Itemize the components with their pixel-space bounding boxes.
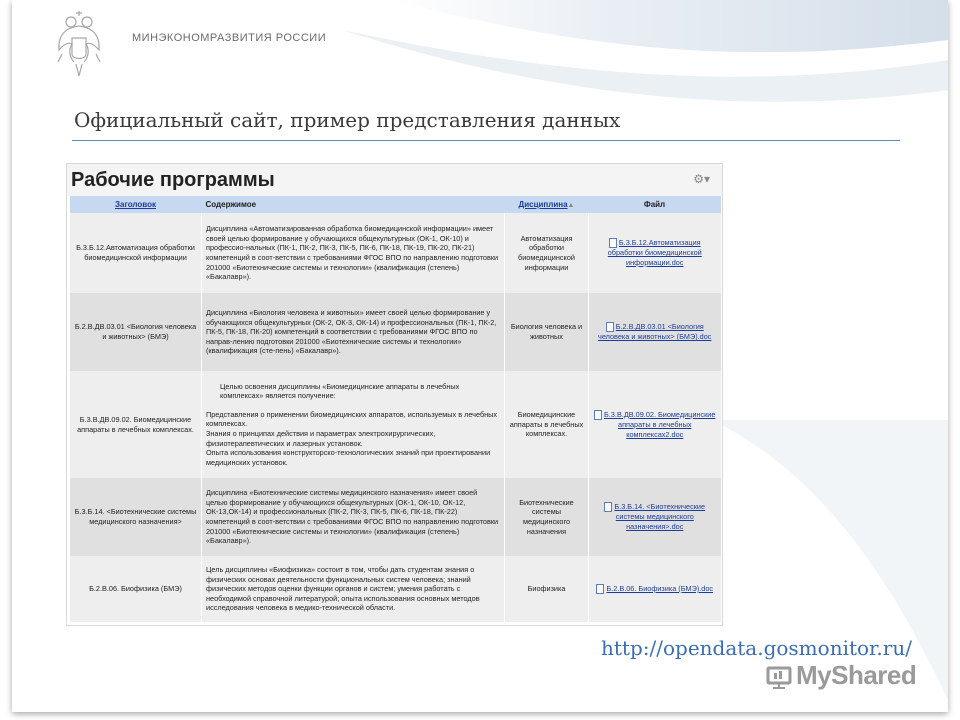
screenshot-panel (66, 163, 723, 626)
file-link[interactable]: Б.3.В.ДВ.09.02. Биомедицинские аппараты в лечебных комплексах2.doc (604, 409, 716, 439)
panel-header (67, 164, 722, 196)
content-line: Опыта использования конструкторско-технологических знаний при проектировании медицинских установок. (206, 448, 491, 467)
slide-frame (12, 0, 948, 712)
row-title: Б.2.В.ДВ.03.01 <Биология человека и животных> (БМЭ) (70, 293, 202, 371)
row-file[interactable] (589, 293, 721, 371)
column-header-content: Содержимое (202, 196, 505, 213)
row-title: Б.3.Б.12.Автоматизация обработки биомедицинской информации (70, 213, 202, 293)
file-link[interactable]: Б.2.В.ДВ.03.01 <Биология человека и животных> (БМЭ).doc (598, 322, 712, 342)
content-line (206, 401, 500, 410)
row-discipline: Автоматизация обработки биомедицинской информации (505, 213, 589, 293)
source-url[interactable]: http://opendata.gosmonitor.ru/ (601, 636, 912, 660)
programs-table (69, 196, 721, 622)
file-link[interactable]: Б.3.Б.12.Автоматизация обработки биомедицинской информации.doc (607, 238, 702, 267)
panel-title: Рабочие программы (71, 169, 275, 191)
doc-file-icon (604, 502, 612, 512)
logo-text: MyShared (796, 660, 917, 690)
row-content (202, 371, 505, 478)
row-discipline: Биология человека и животных (505, 293, 589, 371)
myshared-logo (766, 660, 916, 691)
content-line: Представления о применении биомедицинских аппаратов, используемых в лечебных комплексах. (206, 409, 498, 429)
column-header-discipline-link[interactable]: Дисциплина (518, 200, 568, 209)
column-header-title[interactable]: Заголовок (70, 196, 202, 213)
row-title: Б.3.Б.14. <Биотехнические системы медицинского назначения> (70, 478, 202, 556)
ministry-label: МИНЭКОНОМРАЗВИТИЯ РОССИИ (132, 32, 327, 44)
table-row (70, 371, 721, 478)
content-line: Знания о принципах действия и параметрах электрохирургических, физиотерапевтических и лазерных установок. (206, 429, 436, 448)
table-row (70, 293, 721, 371)
doc-file-icon (606, 322, 614, 332)
title-divider (72, 140, 900, 141)
row-file[interactable] (589, 213, 721, 293)
table-row (70, 556, 721, 622)
table-header-row (70, 196, 721, 213)
row-discipline: Биофизика (505, 556, 589, 622)
gear-icon[interactable]: ⚙▾ (693, 172, 710, 186)
row-content: Цель дисциплины «Биофизика» состоит в том, чтобы дать студентам знания о физических основах деятельности функциональных систем человека; знаний физических методов оценки функции органов и систем; умения работать с необходимой справочной литературой; опыта использования основных методов исследования человека в медико-технической области. (202, 556, 505, 622)
table-row (70, 213, 721, 293)
slide-title: Официальный сайт, пример представления данных (74, 108, 621, 132)
column-header-discipline[interactable] (505, 196, 589, 213)
content-line: Целью освоения дисциплины «Биомедицинские аппараты в лечебных комплексах» является получение: (220, 381, 460, 401)
doc-file-icon (609, 238, 617, 248)
row-file[interactable] (589, 478, 721, 556)
presentation-board-icon (766, 663, 792, 689)
row-title: Б.2.В.06. Биофизика (БМЭ) (70, 556, 202, 622)
row-discipline: Биотехнические системы медицинского назначения (505, 478, 589, 556)
row-discipline: Биомедицинские аппараты в лечебных комплексах. (505, 371, 589, 478)
row-content: Дисциплина «Биотехнические системы медицинского назначения» имеет своей целью формирование у обучающихся общекультурных (ОК-1, ОК-10, ОК-12, ОК-13,ОК-14) и профессиональных (ПК-2, ПК-3, ПК-5, ПК-6, ПК-18, ПК-22) компетенций в соот-ветствии с требованиями ФГОС ВПО по направлению подготовки 201000 «Биотехнические системы и технологии» (квалификация (степень) «Бакалавр»). (202, 478, 505, 556)
row-content: Дисциплина «Автоматизированная обработка биомедицинской информации» имеет своей целью формирование у обучающихся общекультурных (ОК-1, ОК-10) и профессио-нальных (ПК-1, ПК-2, ПК-3, ПК-5, ПК-6, ПК-18, ПК-19, ПК-20, ПК-21) компетенций в соот-ветствии с требованиями ФГОС ВПО по направлению подготовки 201000 «Биотехнические системы и технологии» (квалификация (степень) «Бакалавр»). (202, 213, 505, 293)
doc-file-icon (594, 410, 602, 420)
file-link[interactable]: Б.3.Б.14. <Биотехнические системы медицинского назначения>.doc (614, 502, 706, 531)
table-row (70, 478, 721, 556)
column-header-file: Файл (589, 196, 721, 213)
sort-arrow-icon[interactable]: ▲ (567, 202, 575, 209)
row-file[interactable] (589, 556, 721, 622)
doc-file-icon (596, 584, 604, 594)
row-title: Б.3.В.ДВ.09.02. Биомедицинские аппараты в лечебных комплексах. (70, 371, 202, 478)
file-link[interactable]: Б.2.В.06. Биофизика (БМЭ).doc (606, 584, 714, 593)
row-file[interactable] (589, 371, 721, 478)
row-content: Дисциплина «Биология человека и животных» имеет своей целью формирование у обучающихся общекультурных (ОК-2, ОК-3, ОК-14) и профессиональных (ПК-1, ПК-2, ПК-5, ПК-18, ПК-20) компетенций в соответствии с требованиями ФГОС ВПО по направ-лению подготовки 201000 «Биотехнические системы и технологии» (квалификация (сте-пень) «Бакалавр»). (202, 293, 505, 371)
coat-of-arms-icon (56, 10, 102, 82)
